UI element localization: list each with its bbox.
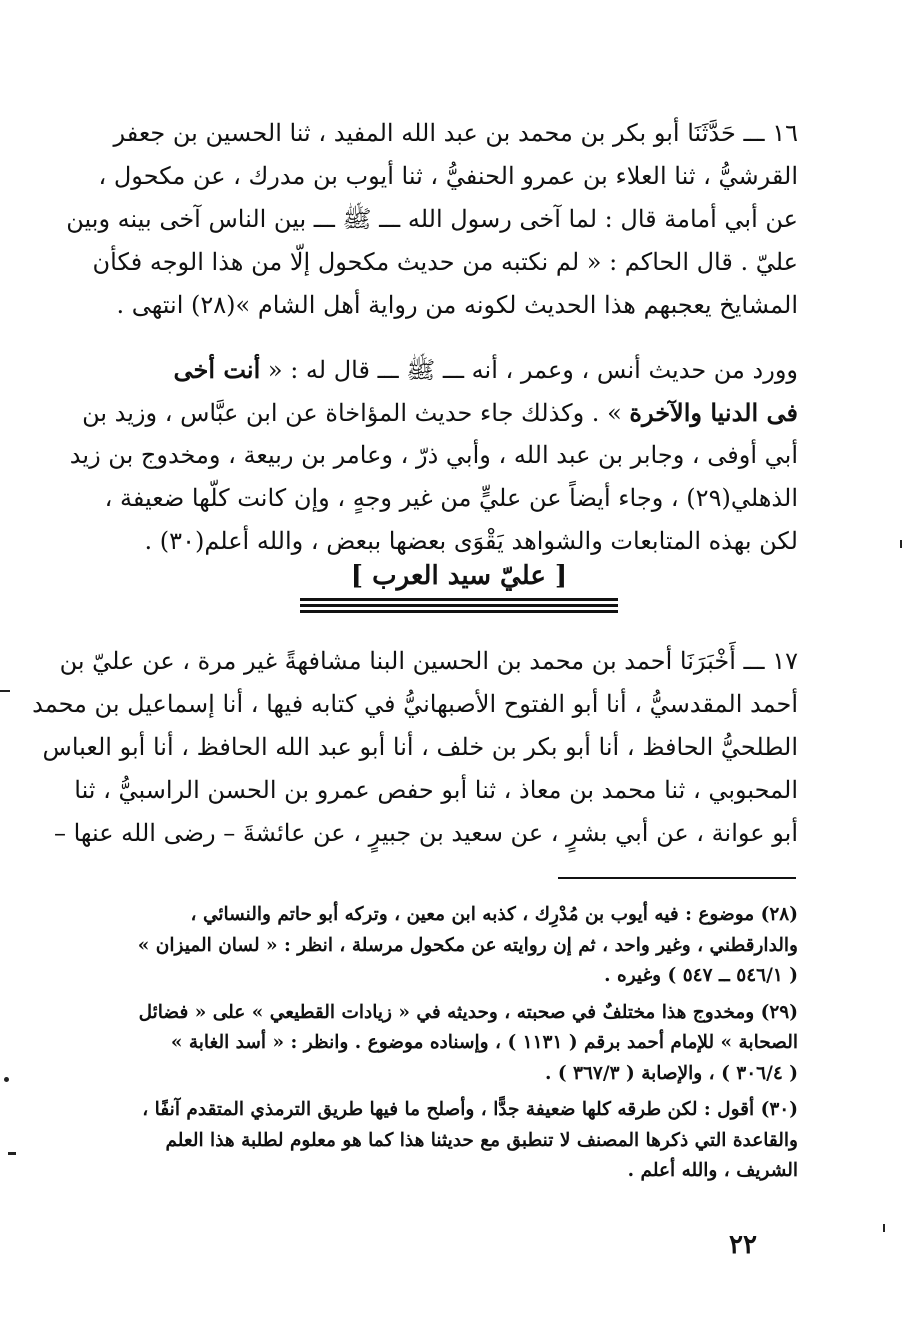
footnote-30	[118, 1095, 798, 1187]
text-line: أبو عوانة ، عن أبي بشرٍ ، عن سعيد بن جبيرٍ ، عن عائشةَ – رضى الله عنها –	[53, 819, 798, 847]
paragraph-narration	[69, 348, 798, 563]
bold-quote: فى الدنيا والآخرة	[629, 398, 798, 427]
text-run: وورد من حديث أنس ، وعمر ، أنه ـــ ﷺ ـــ قال له : «	[260, 356, 798, 384]
text-line	[82, 391, 798, 434]
footnote-29	[118, 998, 798, 1090]
footnote-line: (٢٩) ومخدوج هذا مختلفٌ في صحبته ، وحديثه في « زيادات القطيعي » على « فضائل	[138, 1001, 798, 1023]
scan-mark	[883, 1224, 885, 1232]
footnote-28	[118, 900, 798, 992]
footnote-line: ( ٣٠٦/٤ ) ، والإصابة ( ٣٦٧/٣ ) .	[544, 1062, 798, 1084]
paragraph-16	[66, 112, 798, 327]
footnote-separator	[558, 877, 796, 879]
text-line: المحبوبي ، ثنا محمد بن معاذ ، ثنا أبو حفص عمرو بن الحسن الراسبيُّ ، ثنا	[74, 776, 798, 804]
footnote-line: ( ٥٤٦/١ ــ ٥٤٧ ) وغيره .	[604, 965, 798, 986]
footnote-line: الشريف ، والله أعلم .	[627, 1160, 798, 1181]
scan-mark	[8, 1152, 16, 1155]
text-line: عليّ . قال الحاكم : « لم نكتبه من حديث مكحول إلّا من هذا الوجه فكأن	[92, 248, 798, 276]
footnote-line: والدارقطني ، وغير واحد ، ثم إن روايته عن مكحول مرسلة ، انظر : « لسان الميزان »	[137, 934, 798, 956]
text-line: الطلحيُّ الحافظ ، أنا أبو بكر بن خلف ، أنا أبو عبد الله الحافظ ، أنا أبو العباس	[42, 733, 798, 761]
footnote-line: والقاعدة التي ذكرها المصنف لا تنطبق مع حديثنا هذا كما هو معلوم لطلبة هذا العلم	[165, 1129, 798, 1151]
paragraph-17	[32, 640, 798, 855]
text-line: القرشيُّ ، ثنا العلاء بن عمرو الحنفيُّ ، ثنا أيوب بن مدرك ، عن مكحول ،	[98, 162, 798, 190]
text-line: أبي أوفى ، وجابر بن عبد الله ، وأبي ذرّ ، وعامر بن ربيعة ، ومخدوج بن زيد	[69, 441, 798, 469]
section-heading: [ عليّ سيد العرب ]	[350, 561, 568, 591]
scan-mark	[4, 1077, 9, 1082]
footnotes	[118, 900, 798, 1187]
bold-quote: أنت أخى	[173, 355, 261, 384]
text-line: ١٧ ـــ أَخْبَرَنَا أحمد بن محمد بن الحسين البنا مشافهةً غير مرة ، عن عليّ بن	[59, 647, 798, 675]
text-line: عن أبي أمامة قال : لما آخى رسول الله ـــ ﷺ ـــ بين الناس آخى بينه وبين	[66, 205, 798, 233]
text-line: أحمد المقدسيُّ ، أنا أبو الفتوح الأصبهانيُّ في كتابه فيها ، أنا إسماعيل بن محمد	[32, 690, 798, 718]
page-number: ٢٢	[729, 1230, 757, 1260]
heading-rule	[300, 604, 618, 607]
scan-mark	[0, 690, 10, 692]
text-line	[118, 348, 798, 391]
footnote-line: (٢٨) موضوع : فيه أيوب بن مُدْرِك ، كذبه ابن معين ، وتركه أبو حاتم والنسائي ،	[190, 904, 798, 925]
text-line: لكن بهذه المتابعات والشواهد يَقْوَى بعضها ببعض ، والله أعلم(٣٠) .	[144, 527, 798, 555]
text-run: » . وكذلك جاء حديث المؤاخاة عن ابن عبَّاس ، وزيد بن	[82, 399, 630, 427]
text-line: الذهلي(٢٩) ، وجاء أيضاً عن عليٍّ من غير وجهٍ ، وإن كانت كلّها ضعيفة ،	[104, 484, 798, 512]
footnote-line: الصحابة » للإمام أحمد برقم ( ١١٣١ ) ، وإسناده موضوع . وانظر : « أسد الغابة »	[170, 1032, 798, 1053]
footnote-line: (٣٠) أقول : لكن طرقه كلها ضعيفة جدًّا ، وأصلح ما فيها طريق الترمذي المتقدم آنفًا ،	[142, 1099, 798, 1120]
text-line: ١٦ ـــ حَدَّثَنَا أبو بكر بن محمد بن عبد الله المفيد ، ثنا الحسين بن جعفر	[113, 119, 798, 147]
text-line: المشايخ يعجبهم هذا الحديث لكونه من رواية أهل الشام »(٢٨) انتهى .	[116, 291, 798, 319]
heading-rule	[300, 598, 618, 601]
heading-rule	[300, 610, 618, 613]
scan-mark	[900, 540, 902, 548]
